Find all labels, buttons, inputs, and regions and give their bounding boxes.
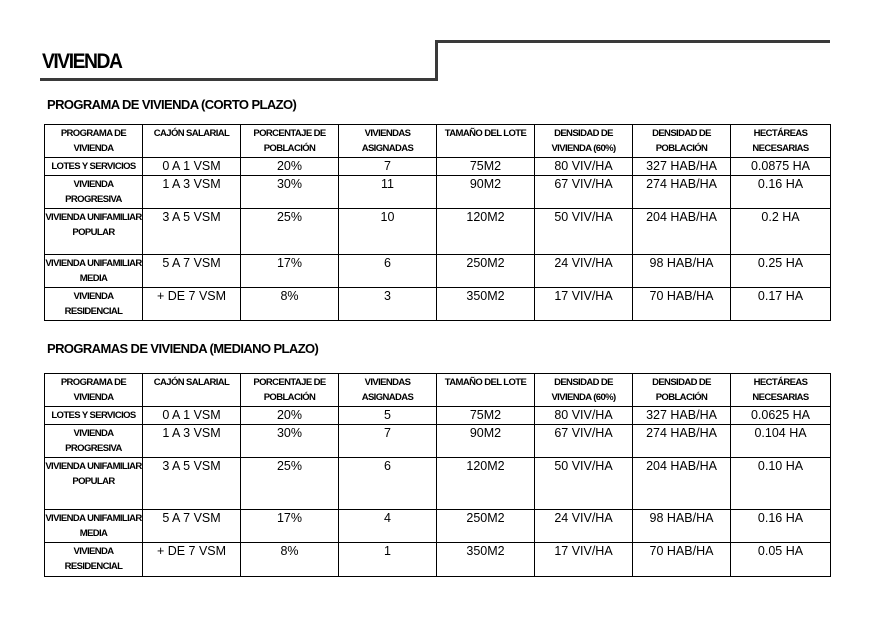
table-header-row <box>45 125 831 158</box>
cell-lot: 250M2 <box>437 509 535 542</box>
cell-assigned: 1 <box>339 542 437 576</box>
cell-assigned: 3 <box>339 287 437 320</box>
cell-hectares: 0.2 HA <box>731 208 831 254</box>
cell-dens-pob: 327 HAB/HA <box>633 407 731 425</box>
table-header-row <box>45 374 831 407</box>
table-mediano-plazo <box>44 373 831 577</box>
cell-dens-pob: 204 HAB/HA <box>633 457 731 509</box>
cell-hectares: 0.17 HA <box>731 287 831 320</box>
cell-percent: 25% <box>241 457 339 509</box>
cell-dens-pob: 98 HAB/HA <box>633 254 731 287</box>
cell-lot: 90M2 <box>437 175 535 208</box>
table-row <box>45 175 831 208</box>
cell-program: LOTES Y SERVICIOS <box>45 407 143 425</box>
cell-dens-viv: 50 VIV/HA <box>535 457 633 509</box>
cell-dens-pob: 98 HAB/HA <box>633 509 731 542</box>
page-title: VIVIENDA <box>42 50 122 73</box>
table-row <box>45 208 831 254</box>
cell-dens-viv: 80 VIV/HA <box>535 158 633 176</box>
cell-percent: 8% <box>241 287 339 320</box>
cell-lot: 250M2 <box>437 254 535 287</box>
cell-program: VIVIENDA UNIFAMILIAR MEDIA <box>45 509 143 542</box>
cell-program: VIVIENDA PROGRESIVA <box>45 424 143 457</box>
cell-dens-viv: 80 VIV/HA <box>535 407 633 425</box>
cell-program: VIVIENDA UNIFAMILIAR POPULAR <box>45 457 143 509</box>
cell-program: VIVIENDA RESIDENCIAL <box>45 287 143 320</box>
cell-percent: 20% <box>241 158 339 176</box>
col-header-dens-viv: DENSIDAD DE VIVIENDA (60%) <box>535 374 633 407</box>
cell-assigned: 11 <box>339 175 437 208</box>
col-header-salary: CAJÓN SALARIAL <box>143 125 241 158</box>
cell-assigned: 6 <box>339 457 437 509</box>
cell-assigned: 7 <box>339 424 437 457</box>
cell-salary: 3 A 5 VSM <box>143 208 241 254</box>
cell-hectares: 0.16 HA <box>731 175 831 208</box>
cell-hectares: 0.16 HA <box>731 509 831 542</box>
col-header-salary: CAJÓN SALARIAL <box>143 374 241 407</box>
cell-assigned: 5 <box>339 407 437 425</box>
cell-dens-pob: 204 HAB/HA <box>633 208 731 254</box>
col-header-dens-pob: DENSIDAD DE POBLACIÓN <box>633 374 731 407</box>
table-row <box>45 158 831 176</box>
cell-dens-viv: 17 VIV/HA <box>535 287 633 320</box>
cell-salary: + DE 7 VSM <box>143 542 241 576</box>
col-header-hectares: HECTÁREAS NECESARIAS <box>731 374 831 407</box>
cell-dens-pob: 70 HAB/HA <box>633 542 731 576</box>
cell-dens-viv: 17 VIV/HA <box>535 542 633 576</box>
col-header-program: PROGRAMA DE VIVIENDA <box>45 125 143 158</box>
cell-program: VIVIENDA PROGRESIVA <box>45 175 143 208</box>
table-corto-plazo <box>44 124 831 321</box>
table-row <box>45 424 831 457</box>
cell-dens-pob: 327 HAB/HA <box>633 158 731 176</box>
cell-percent: 30% <box>241 175 339 208</box>
cell-lot: 90M2 <box>437 424 535 457</box>
cell-program: VIVIENDA UNIFAMILIAR POPULAR <box>45 208 143 254</box>
cell-program: VIVIENDA UNIFAMILIAR MEDIA <box>45 254 143 287</box>
cell-hectares: 0.0625 HA <box>731 407 831 425</box>
table-row <box>45 407 831 425</box>
cell-salary: 0 A 1 VSM <box>143 407 241 425</box>
cell-dens-pob: 274 HAB/HA <box>633 424 731 457</box>
col-header-program: PROGRAMA DE VIVIENDA <box>45 374 143 407</box>
cell-percent: 30% <box>241 424 339 457</box>
col-header-lot: TAMAÑO DEL LOTE <box>437 125 535 158</box>
cell-dens-viv: 24 VIV/HA <box>535 509 633 542</box>
cell-hectares: 0.10 HA <box>731 457 831 509</box>
col-header-dens-pob: DENSIDAD DE POBLACIÓN <box>633 125 731 158</box>
section-title-corto-plazo: PROGRAMA DE VIVIENDA (CORTO PLAZO) <box>47 97 297 112</box>
cell-dens-pob: 274 HAB/HA <box>633 175 731 208</box>
cell-percent: 20% <box>241 407 339 425</box>
cell-hectares: 0.104 HA <box>731 424 831 457</box>
table-row <box>45 254 831 287</box>
col-header-assigned: VIVIENDAS ASIGNADAS <box>339 374 437 407</box>
cell-salary: 5 A 7 VSM <box>143 254 241 287</box>
cell-assigned: 7 <box>339 158 437 176</box>
table-row <box>45 542 831 576</box>
title-underline <box>40 78 438 81</box>
cell-dens-viv: 50 VIV/HA <box>535 208 633 254</box>
cell-hectares: 0.05 HA <box>731 542 831 576</box>
cell-percent: 8% <box>241 542 339 576</box>
cell-dens-viv: 24 VIV/HA <box>535 254 633 287</box>
cell-salary: 5 A 7 VSM <box>143 509 241 542</box>
table-row <box>45 509 831 542</box>
cell-salary: 1 A 3 VSM <box>143 424 241 457</box>
cell-dens-viv: 67 VIV/HA <box>535 175 633 208</box>
table-row <box>45 287 831 320</box>
cell-dens-pob: 70 HAB/HA <box>633 287 731 320</box>
cell-salary: 0 A 1 VSM <box>143 158 241 176</box>
col-header-assigned: VIVIENDAS ASIGNADAS <box>339 125 437 158</box>
section-title-mediano-plazo: PROGRAMAS DE VIVIENDA (MEDIANO PLAZO) <box>47 341 319 356</box>
cell-lot: 75M2 <box>437 158 535 176</box>
col-header-lot: TAMAÑO DEL LOTE <box>437 374 535 407</box>
cell-lot: 120M2 <box>437 208 535 254</box>
cell-assigned: 10 <box>339 208 437 254</box>
col-header-dens-viv: DENSIDAD DE VIVIENDA (60%) <box>535 125 633 158</box>
col-header-percent: PORCENTAJE DE POBLACIÓN <box>241 125 339 158</box>
table-row <box>45 457 831 509</box>
cell-salary: 3 A 5 VSM <box>143 457 241 509</box>
cell-salary: + DE 7 VSM <box>143 287 241 320</box>
cell-lot: 350M2 <box>437 542 535 576</box>
col-header-hectares: HECTÁREAS NECESARIAS <box>731 125 831 158</box>
cell-hectares: 0.25 HA <box>731 254 831 287</box>
col-header-percent: PORCENTAJE DE POBLACIÓN <box>241 374 339 407</box>
cell-percent: 17% <box>241 254 339 287</box>
header-rule-step <box>435 40 438 81</box>
cell-salary: 1 A 3 VSM <box>143 175 241 208</box>
header-rule-top <box>435 40 830 43</box>
cell-program: LOTES Y SERVICIOS <box>45 158 143 176</box>
cell-lot: 120M2 <box>437 457 535 509</box>
cell-lot: 75M2 <box>437 407 535 425</box>
cell-percent: 17% <box>241 509 339 542</box>
cell-dens-viv: 67 VIV/HA <box>535 424 633 457</box>
cell-assigned: 6 <box>339 254 437 287</box>
cell-percent: 25% <box>241 208 339 254</box>
cell-hectares: 0.0875 HA <box>731 158 831 176</box>
cell-program: VIVIENDA RESIDENCIAL <box>45 542 143 576</box>
cell-assigned: 4 <box>339 509 437 542</box>
cell-lot: 350M2 <box>437 287 535 320</box>
